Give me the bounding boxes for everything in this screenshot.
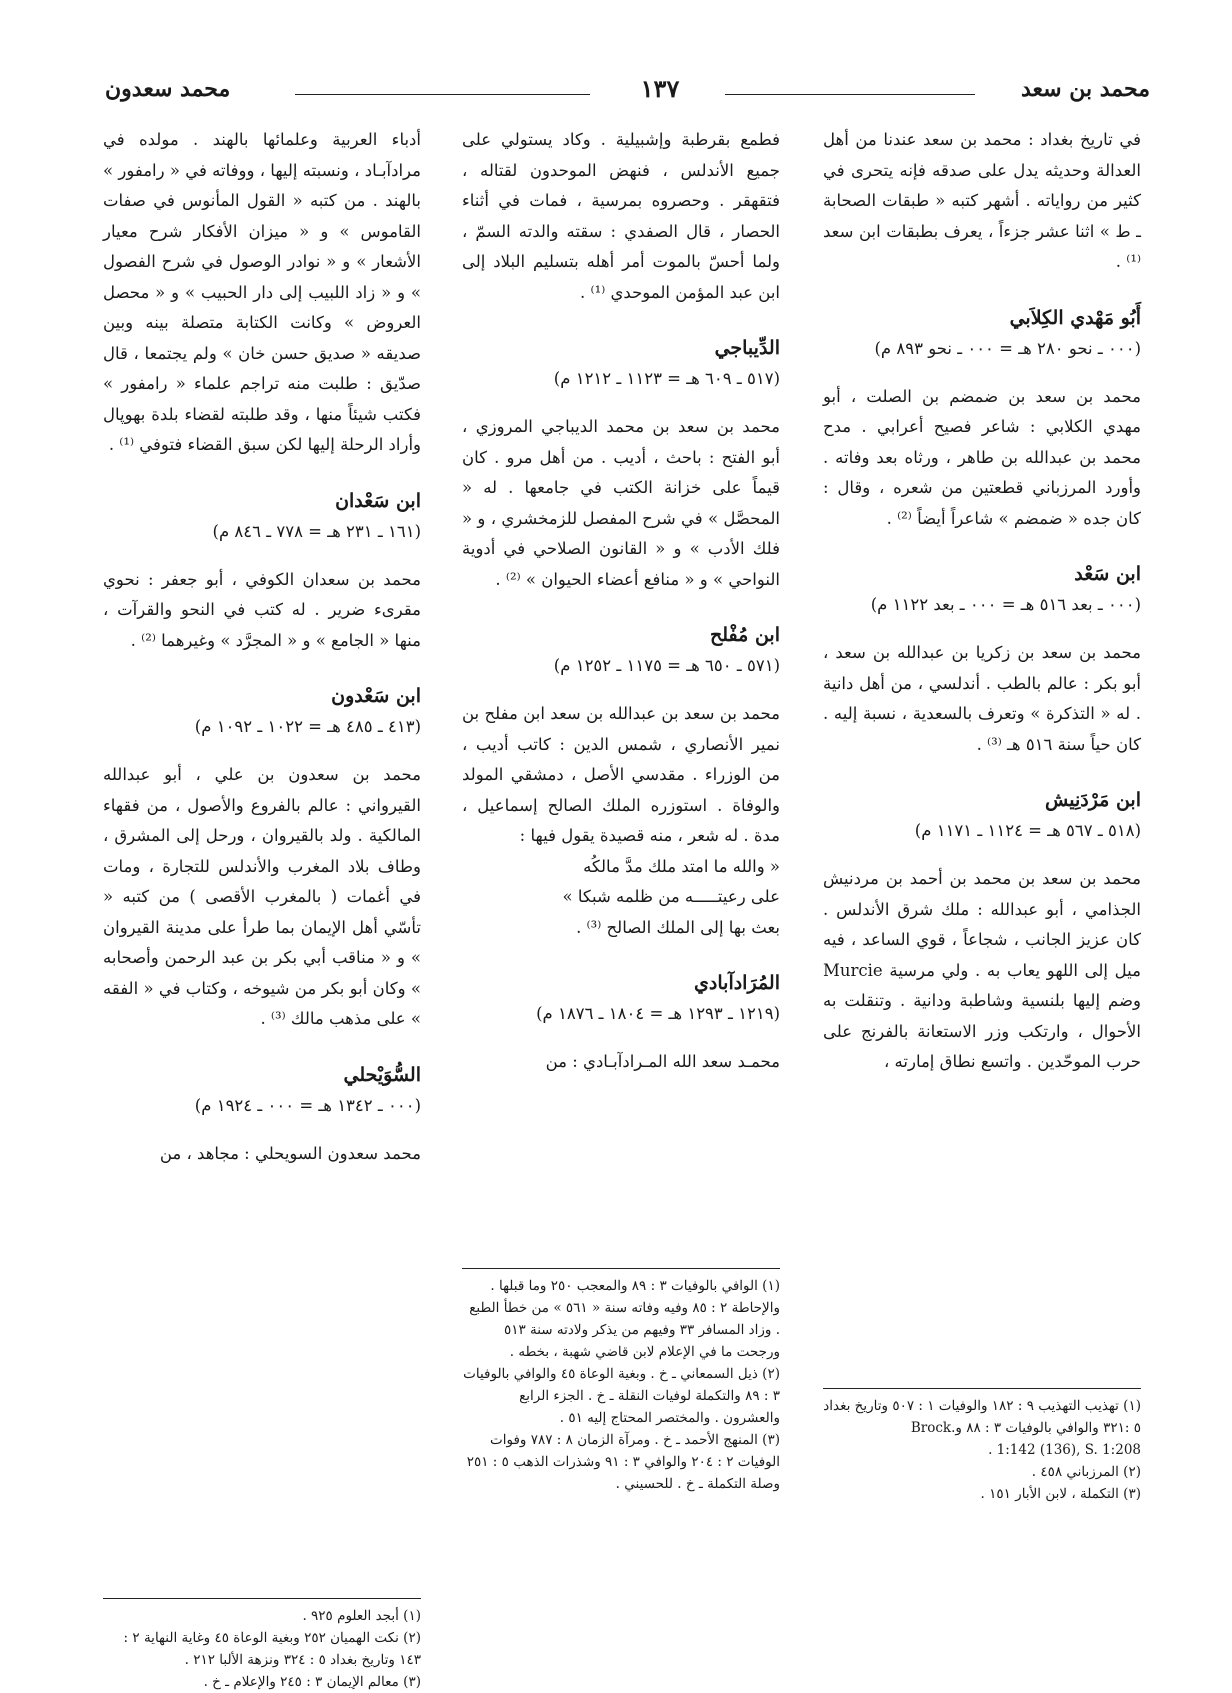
entry-dates: (١٦١ ـ ٢٣١ هـ = ٧٧٨ ـ ٨٤٦ م) <box>212 521 421 541</box>
entry-title: ابن مُفْلح <box>710 624 780 646</box>
entry-title: الدِّيباجي <box>714 337 780 359</box>
footnotes <box>462 1268 780 1495</box>
footnote: (٣) التكملة ، لابن الأبار ١٥١ . <box>980 1486 1141 1502</box>
entry <box>462 332 780 595</box>
continued-text: فطمع بقرطبة وإشبيلية . وكاد يستولي على جميع الأندلس ، فنهض الموحدون لقتاله ، فتقهقر . وحصروه بمرسية ، فمات في أثناء الحصار ، قال الصفدي : سقته والدته السمّ ، ولما أحسّ بالموت أمر أهله بتسليم البلاد إلى ابن عبد المؤمن الموحدي ⁽¹⁾ . <box>462 130 780 302</box>
running-header <box>105 70 1150 110</box>
footnote: (٢) نكت الهميان ٢٥٢ وبغية الوعاة ٤٥ وغاية النهاية ٢ : ١٤٣ وتاريخ بغداد ٥ : ٣٢٤ ونزهة الألبا ٢١٢ . <box>123 1630 421 1668</box>
entry <box>103 1059 421 1170</box>
header-rule-right <box>725 94 975 95</box>
continued-text: أدباء العربية وعلمائها بالهند . مولده في مرادآبـاد ، ونسبته إليها ، ووفاته في « رامفور » بالهند . من كتبه « القول المأنوس في صفات القاموس » و « ميزان الأفكار شرح معيار الأشعار » و « نوادر الوصول في شرح الفصول » و « زاد اللبيب إلى دار الحبيب » و « محصل العروض » وكانت الكتابة متصلة بينه وبين صديقه « صديق حسن خان » ولم يجتمعا ، قال صدّيق : طلبت منه تراجم علماء « رامفور » فكتب شيئاً منها ، وقد طلبته لقضاء بلدة بهوپال وأراد الرحلة إليها لكن سبق القضاء فتوفي ⁽¹⁾ . <box>103 130 421 454</box>
entry-text: محمد بن سعدون بن علي ، أبو عبدالله القيرواني : عالم بالفروع والأصول ، من فقهاء المالكية . ولد بالقيروان ، ورحل إلى المشرق ، وطاف بلاد المغرب والأندلس للتجارة ، ومات في أغمات ( بالمغرب الأقصى ) من كتبه « تأسّي أهل الإيمان بما طرأ على مدينة القيروان » و « مناقب أبي بكر بن عبد الرحمن وأصحابه » وكان أبو بكر من شيوخه ، وكتاب في « الفقه » على مذهب مالك ⁽³⁾ . <box>103 765 421 1028</box>
entry-dates: (٠٠٠ ـ نحو ٢٨٠ هـ = ٠٠٠ ـ نحو ٨٩٣ م) <box>874 338 1141 358</box>
entry-title: ابن مَرْدَنِيش <box>1044 789 1141 811</box>
entry-dates: (٠٠٠ ـ ١٣٤٢ هـ = ٠٠٠ ـ ١٩٢٤ م) <box>194 1095 421 1115</box>
entry <box>823 558 1141 760</box>
header-left-title: محمد سعدون <box>105 76 231 102</box>
entry-text: محمد بن سعد بن محمد الديباجي المروزي ، أبو الفتح : باحث ، أديب . من أهل مرو . كان قيماً على خزانة الكتب في جامعها . له « المحصَّل » في شرح المفصل للزمخشري ، و « فلك الأدب » و « القانون الصلاحي في أدوية النواحي » و « منافع أعضاء الحيوان » ⁽²⁾ . <box>462 417 780 589</box>
verse-line: « والله ما امتد ملك مدَّ مالكُه <box>583 856 780 876</box>
footnote: (٣) معالم الإيمان ٣ : ٢٤٥ والإعلام ـ خ . <box>203 1674 421 1690</box>
entry-text: محمد بن سعد بن ضمضم بن الصلت ، أبو مهدي الكلابي : شاعر فصيح أعرابي . مدح محمد بن عبدالله بن طاهر ، ورثاه بعد وفاته . وأورد المرزباني قطعتين من شعره ، وقال : كان جده « ضمضم » شاعراً أيضاً ⁽²⁾ . <box>823 386 1141 528</box>
entry <box>462 619 780 943</box>
entry <box>103 680 421 1035</box>
entry-dates: (٠٠٠ ـ بعد ٥١٦ هـ = ٠٠٠ ـ بعد ١١٢٢ م) <box>870 595 1141 614</box>
entry <box>823 784 1141 1078</box>
footnotes <box>103 1598 421 1693</box>
entry-title: السُّوَيْحلي <box>343 1063 421 1086</box>
entry-title: المُرَادآبادي <box>694 972 780 994</box>
entry-title: ابن سَعْدون <box>331 685 421 707</box>
entry <box>823 302 1141 535</box>
entry-dates: (١٢١٩ ـ ١٢٩٣ هـ = ١٨٠٤ ـ ١٨٧٦ م) <box>536 1004 780 1023</box>
footnote: (٢) ذيل السمعاني ـ خ . وبغية الوعاة ٤٥ والوافي بالوفيات ٣ : ٨٩ والتكملة لوفيات النقلة ـ خ . الجزء الرابع والعشرون . والمختصر المحتاج إليه ٥١ . <box>463 1366 780 1426</box>
footnote: (٣) المنهج الأحمد ـ خ . ومرآة الزمان ٨ : ٧٨٧ وفوات الوفيات ٢ : ٢٠٤ والوافي ٣ : ٩١ وشذرات الذهب ٥ : ٢٥١ وصلة التكملة ـ خ . للحسيني . <box>466 1432 780 1492</box>
entry-title: ابن سَعْد <box>1074 563 1141 585</box>
entry-text: محمد سعدون السويحلي : مجاهد ، من <box>159 1143 421 1163</box>
footnote: (١) تهذيب التهذيب ٩ : ١٨٢ والوفيات ١ : ٥٠٧ وتاريخ بغداد ٥ :٣٢١ والوافي بالوفيات ٣ : ٨٨ و.Brock <box>823 1398 1141 1436</box>
continued-text: في تاريخ بغداد : محمد بن سعد عندنا من أهل العدالة وحديثه يدل على صدقه فإنه يتحرى في كثير من رواياته . أشهر كتبه « طبقات الصحابة ـ ط » اثنا عشر جزءاً ، يعرف بطبقات ابن سعد ⁽¹⁾ . <box>823 130 1141 271</box>
entry-dates: (٤١٣ ـ ٤٨٥ هـ = ١٠٢٢ ـ ١٠٩٢ م) <box>194 717 421 736</box>
footnote: (٢) المرزباني ٤٥٨ . <box>1031 1464 1141 1480</box>
footnote: . 1:142 (136), S. 1:208 <box>988 1442 1141 1458</box>
footnote: (١) أبجد العلوم ٩٢٥ . <box>302 1608 421 1624</box>
footnotes <box>823 1388 1141 1505</box>
entry-dates: (٥١٨ ـ ٥٦٧ هـ = ١١٢٤ ـ ١١٧١ م) <box>914 821 1141 840</box>
entry-text: محمد بن سعد بن زكريا بن عبدالله بن سعد ، أبو بكر : عالم بالطب . أندلسي ، من أهل دانية . له « التذكرة » وتعرف بالسعدية ، نسبة إليه . كان حياً سنة ٥١٦ هـ ⁽³⁾ . <box>823 643 1141 754</box>
footnote: (١) الوافي بالوفيات ٣ : ٨٩ والمعجب ٢٥٠ وما قبلها . والإحاطة ٢ : ٨٥ وفيه وفاته سنة « ٥٦١ » من خطأ الطبع . وزاد المسافر ٣٣ وفيهم من يذكر ولادته سنة ٥١٣ ورجحت ما في الإعلام لابن قاضي شهبة ، بخطه . <box>469 1278 780 1360</box>
entry-text-tail: بعث بها إلى الملك الصالح ⁽³⁾ . <box>576 917 780 937</box>
entry-title: أَبُو مَهْدي الكِلاَبي <box>1009 306 1141 329</box>
entry-title: ابن سَعْدان <box>335 489 421 512</box>
entry-dates: (٥٧١ ـ ٦٥٠ هـ = ١١٧٥ ـ ١٢٥٢ م) <box>553 656 780 675</box>
entry-text: محمـد سعد الله المـرادآبـادي : من <box>545 1052 780 1071</box>
header-rule-left <box>295 94 590 95</box>
page-number: ١٣٧ <box>605 74 715 103</box>
entry-text: محمد بن سعد بن محمد بن أحمد بن مردنيش الجذامي ، أبو عبدالله : ملك شرق الأندلس . كان عزيز الجانب ، شجاعاً ، قوي الساعد ، فيه ميل إلى اللهو يعاب به . ولي مرسية Murcie وضم إليها بلنسية وشاطبة ودانية . وتنقلت به الأحوال ، وارتكب وزر الاستعانة بالفرنج على حرب الموحّدين . واتسع نطاق إمارته ، <box>823 869 1141 1071</box>
entry-text: محمد بن سعدان الكوفي ، أبو جعفر : نحوي مقرىء ضرير . له كتب في النحو والقرآت ، منها « الجامع » و « المجرَّد » وغيرهما ⁽²⁾ . <box>103 569 421 650</box>
entry-text: محمد بن سعد بن عبدالله بن سعد ابن مفلح بن نمير الأنصاري ، شمس الدين : كاتب أديب ، من الوزراء . مقدسي الأصل ، دمشقي المولد والوفاة . استوزره الملك الصالح إسماعيل ، مدة . له شعر ، منه قصيدة يقول فيها : <box>462 704 780 845</box>
header-right-title: محمد بن سعد <box>1020 76 1150 102</box>
verse-line: على رعيتـــــه من ظلمه شبكا » <box>562 887 780 906</box>
entry <box>103 485 421 657</box>
entry-dates: (٥١٧ ـ ٦٠٩ هـ = ١١٢٣ ـ ١٢١٢ م) <box>553 369 780 388</box>
entry <box>462 967 780 1078</box>
